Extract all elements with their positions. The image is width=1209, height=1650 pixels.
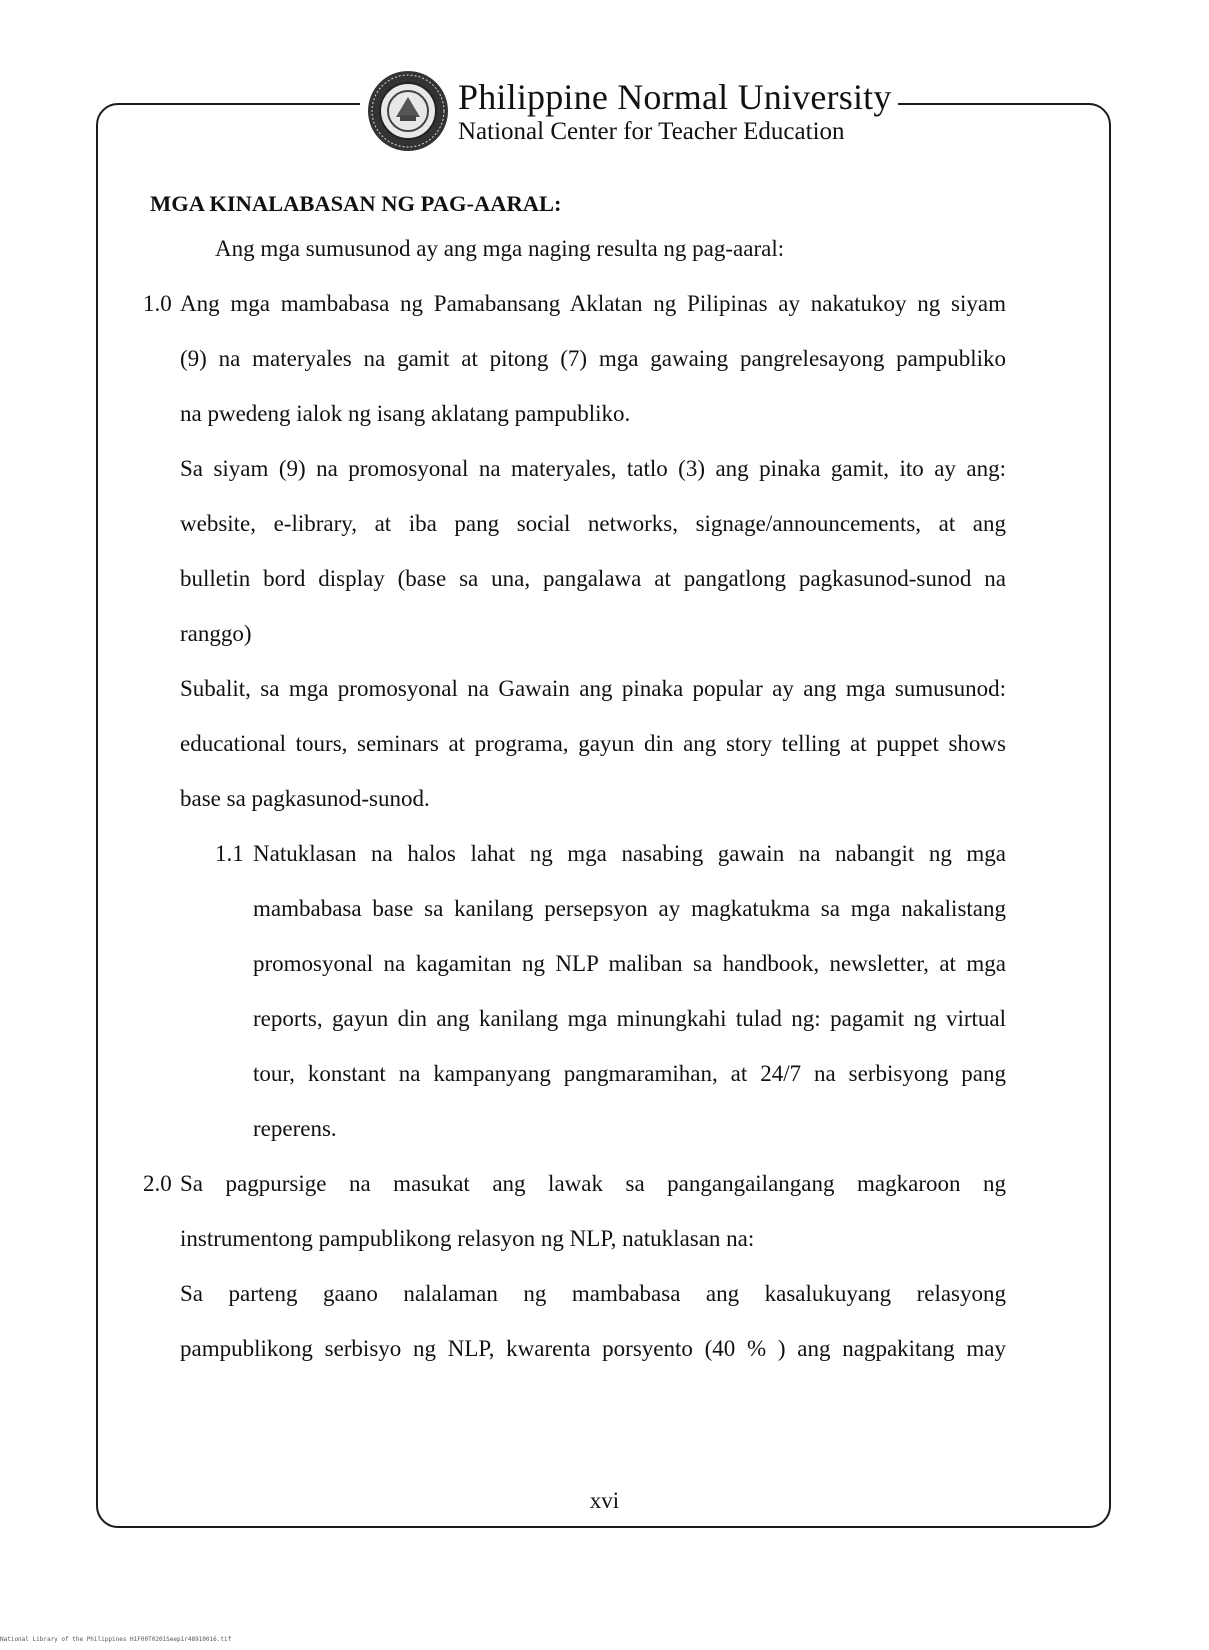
item-number: 2.0 [143,1171,172,1196]
paragraph-line: base sa pagkasunod-sunod. [180,786,430,811]
paragraph-line: bulletin bord display (base sa una, pangalawa at pangatlong pagkasunod-sunod na [180,566,1006,591]
paragraph-line: promosyonal na kagamitan ng NLP maliban sa handbook, newsletter, at mga [253,951,1006,976]
paragraph-line: website, e-library, at iba pang social networks, signage/announcements, at ang [180,511,1006,536]
paragraph-line: ranggo) [180,621,252,646]
paragraph-line: Sa pagpursige na masukat ang lawak sa pangangailangang magkaroon ng [180,1171,1006,1196]
item-number: 1.0 [143,291,172,316]
page-number: xvi [589,1488,620,1513]
paragraph-line: Sa siyam (9) na promosyonal na materyales, tatlo (3) ang pinaka gamit, ito ay ang: [180,456,1006,481]
section-heading: MGA KINALABASAN NG PAG-AARAL: [150,191,562,216]
center-name: National Center for Teacher Education [458,117,845,145]
letterhead [360,66,898,156]
paragraph-line: na pwedeng ialok ng isang aklatang pampubliko. [180,401,631,426]
paragraph-line: Ang mga mambabasa ng Pamabansang Aklatan ng Pilipinas ay nakatukoy ng siyam [180,291,1006,316]
paragraph-line: educational tours, seminars at programa, gayun din ang story telling at puppet shows [180,731,1006,756]
paragraph-line: instrumentong pampublikong relasyon ng NLP, natuklasan na: [180,1226,755,1251]
paragraph-line: reports, gayun din ang kanilang mga minungkahi tulad ng: pagamit ng virtual [253,1006,1006,1031]
scan-footer: National Library of the Philippines H1F00T0201Seep1r48910016.tif [0,1636,232,1643]
item-number: 1.1 [215,841,244,866]
paragraph-line: Sa parteng gaano nalalaman ng mambabasa ang kasalukuyang relasyong [180,1281,1006,1306]
paragraph-line: mambabasa base sa kanilang persepsyon ay magkatukma sa mga nakalistang [253,896,1006,921]
paragraph-line: Natuklasan na halos lahat ng mga nasabing gawain na nabangit ng mga [253,841,1006,866]
paragraph-line: reperens. [253,1116,337,1141]
paragraph-line: (9) na materyales na gamit at pitong (7) mga gawaing pangrelesayong pampubliko [180,346,1006,371]
university-name: Philippine Normal University [458,76,892,117]
paragraph-line: pampublikong serbisyo ng NLP, kwarenta porsyento (40 % ) ang nagpakitang may [180,1336,1006,1361]
paragraph-line: Subalit, sa mga promosyonal na Gawain ang pinaka popular ay ang mga sumusunod: [180,676,1006,701]
paragraph-line: tour, konstant na kampanyang pangmaramihan, at 24/7 na serbisyong pang [253,1061,1006,1086]
university-seal-icon [366,69,450,153]
intro-text: Ang mga sumusunod ay ang mga naging resulta ng pag-aaral: [215,236,785,261]
